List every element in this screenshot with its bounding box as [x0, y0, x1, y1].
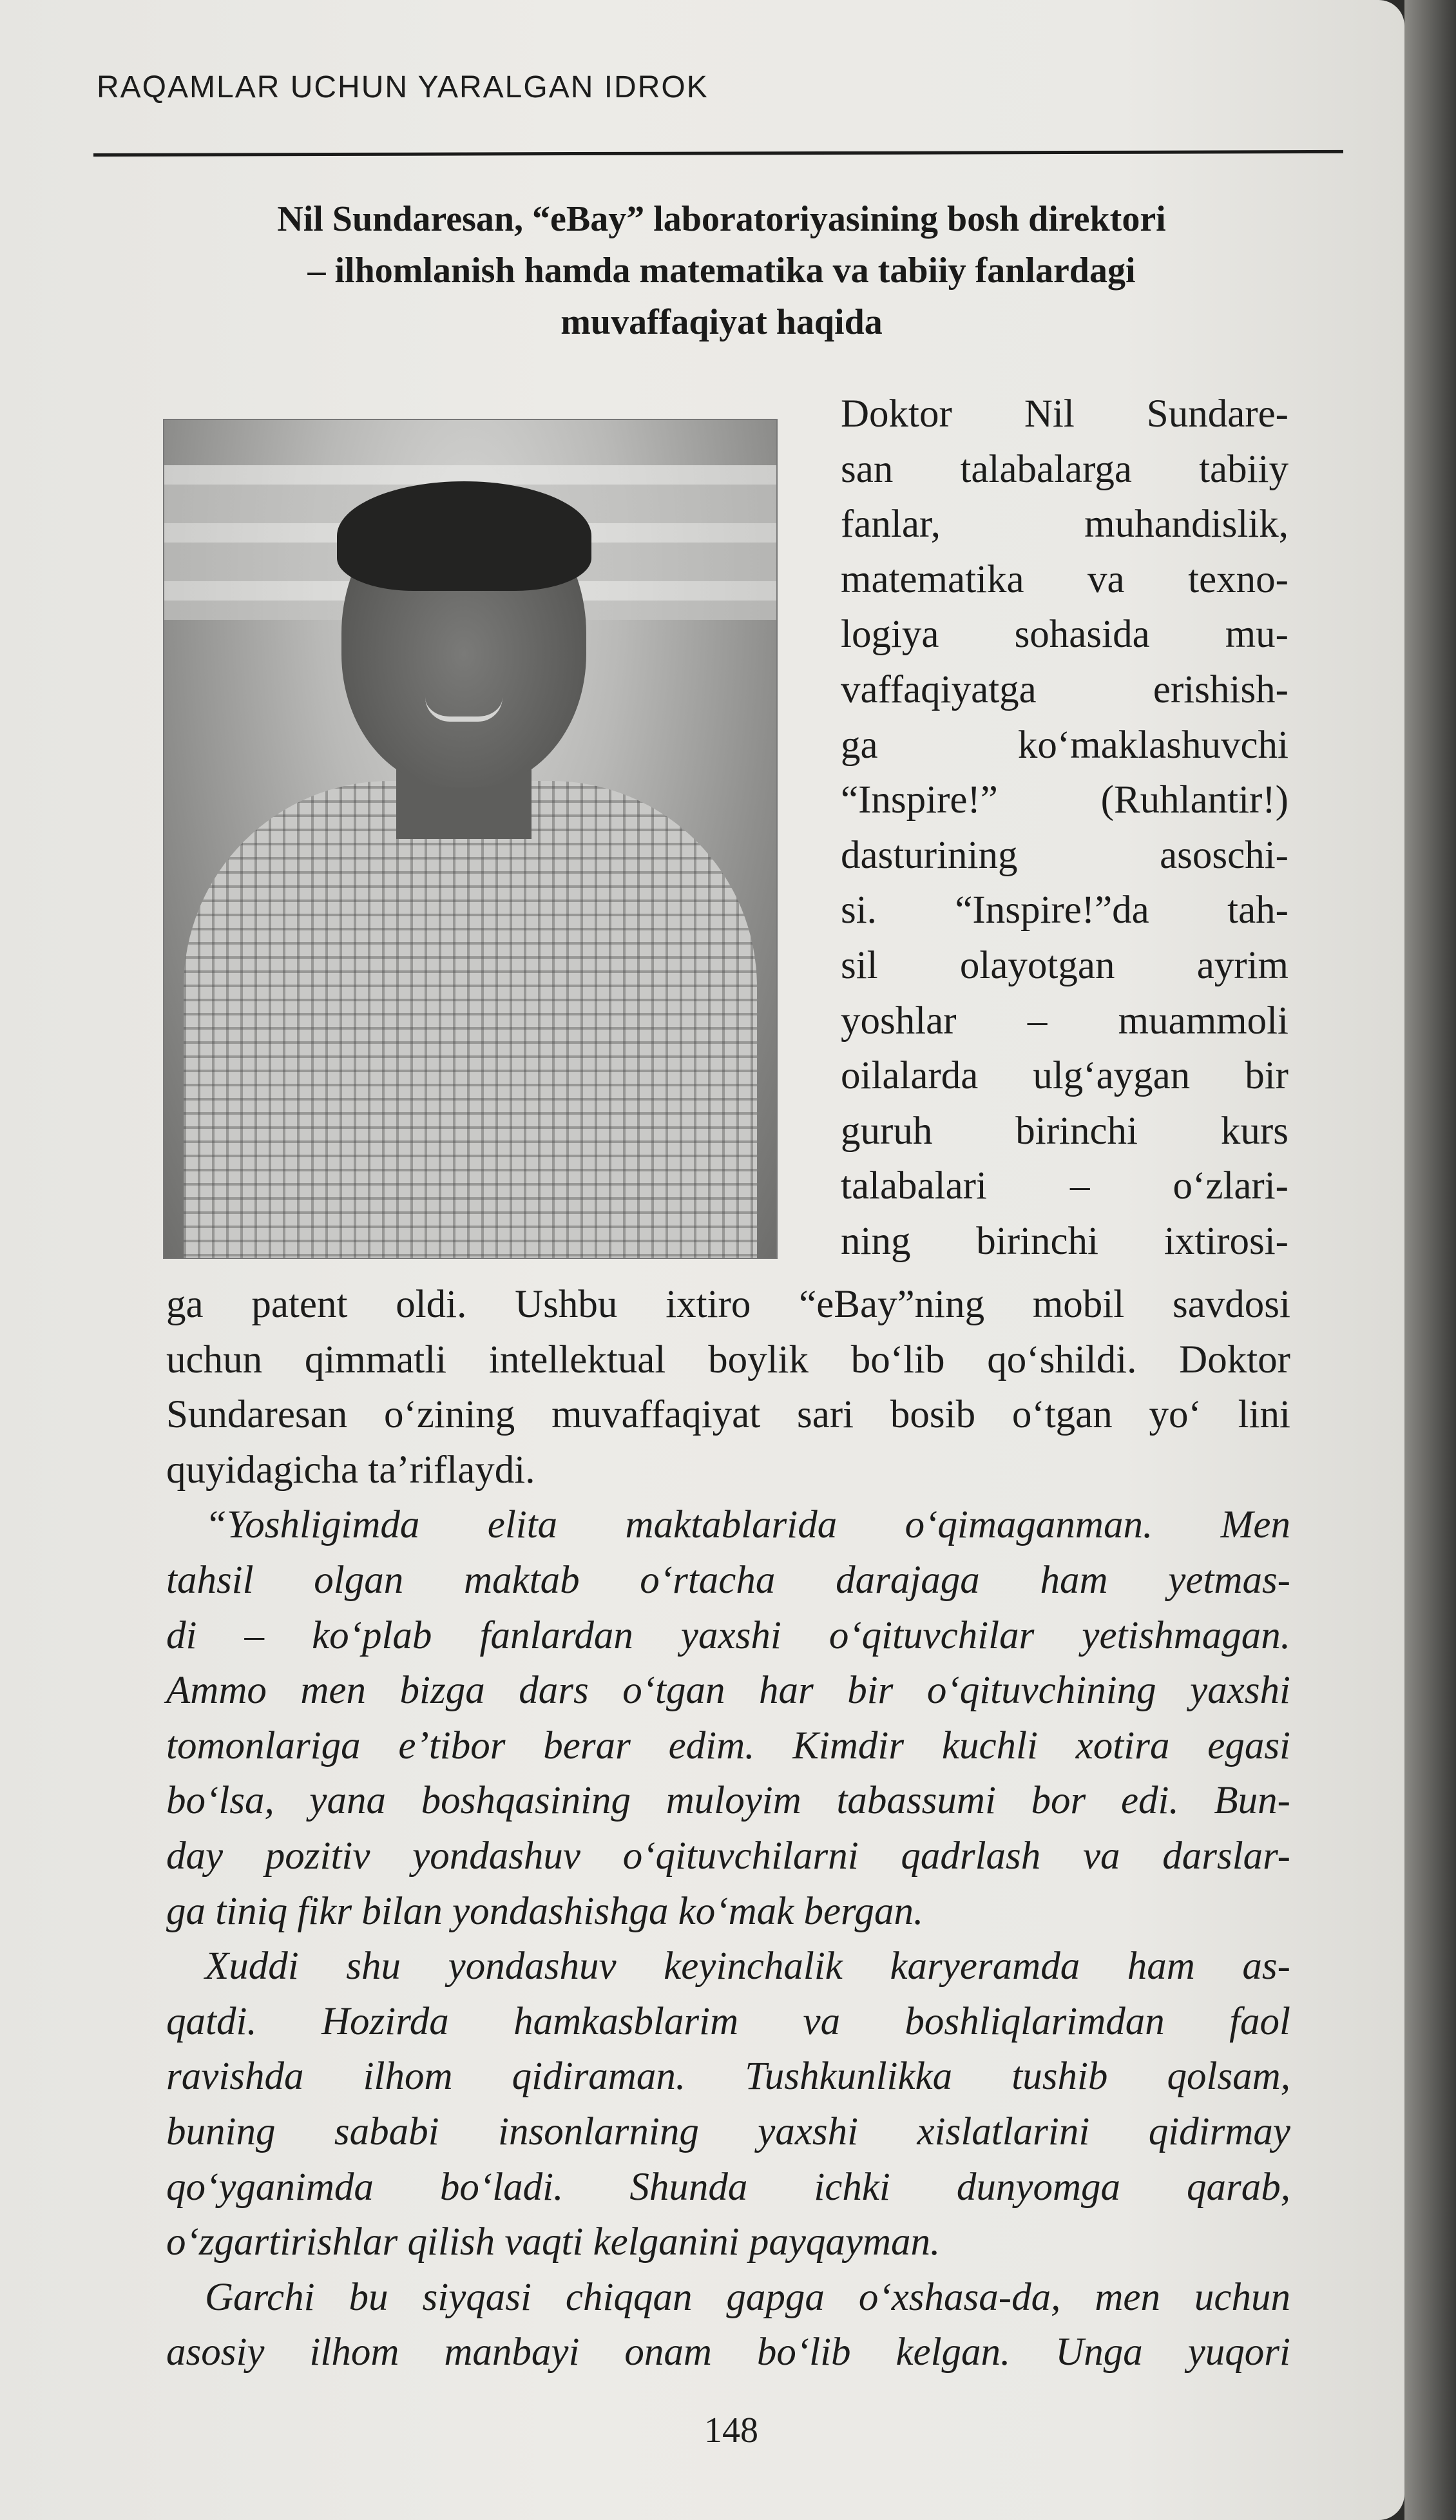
photo-hair	[337, 481, 591, 591]
text-line: matematika va texno-	[841, 557, 1288, 601]
quote-line: “Yoshligimda elita maktablarida oʻqimaganman. Men	[205, 1503, 1290, 1547]
quote-line: boʻlsa, yana boshqasining muloyim tabassumi bor edi. Bun-	[166, 1779, 1290, 1823]
text-line: sil olayotgan ayrim	[841, 943, 1288, 987]
quote-line: tomonlariga eʼtibor berar edim. Kimdir kuchli xotira egasi	[166, 1724, 1290, 1767]
text-line: yoshlar – muammoli	[841, 999, 1288, 1043]
photo-smile	[425, 697, 503, 722]
heading-line: – ilhomlanish hamda matematika va tabiiy fanlardagi	[307, 251, 1136, 291]
text-line: uchun qimmatli intellektual boylik boʻlib qoʻshildi. Doktor	[166, 1338, 1290, 1381]
page-number: 148	[704, 2410, 758, 2450]
text-line: “Inspire!” (Ruhlantir!)	[841, 778, 1288, 822]
wrapped-paragraph	[841, 387, 1288, 1269]
text-line: vaffaqiyatga erishish-	[841, 668, 1288, 711]
text-line: si. “Inspire!”da tah-	[841, 889, 1288, 932]
text-line: ga koʻmaklashuvchi	[841, 723, 1288, 767]
quote-line: day pozitiv yondashuv oʻqituvchilarni qadrlash va darslar-	[166, 1834, 1290, 1878]
quote-line: di – koʻplab fanlardan yaxshi oʻqituvchilar yetishmagan.	[166, 1613, 1290, 1657]
quote-line: qatdi. Hozirda hamkasblarim va boshliqlarimdan faol	[166, 1999, 1290, 2043]
quote-line: Ammo men bizga dars oʻtgan har bir oʻqituvchining yaxshi	[166, 1669, 1290, 1713]
text-line: quyidagicha taʼriflaydi.	[166, 1448, 535, 1492]
quote-line: asosiy ilhom manbayi onam boʻlib kelgan. Unga yuqori	[166, 2331, 1290, 2374]
section-heading	[148, 193, 1295, 348]
text-line: fanlar, muhandislik,	[841, 503, 1288, 546]
text-line: san talabalarga tabiiy	[841, 447, 1288, 491]
text-line: oilalarda ulgʻaygan bir	[841, 1054, 1288, 1098]
quote-line: buning sababi insonlarning yaxshi xislatlarini qidirmay	[166, 2110, 1290, 2153]
quote-line: oʻzgartirishlar qilish vaqti kelganini payqayman.	[166, 2220, 941, 2264]
text-line: guruh birinchi kurs	[841, 1109, 1288, 1153]
photo-shirt	[184, 781, 757, 1259]
running-head: RAQAMLAR UCHUN YARALGAN IDROK	[97, 70, 709, 104]
text-line: Sundaresan oʻzining muvaffaqiyat sari bosib oʻtgan yoʻ lini	[166, 1393, 1290, 1437]
page-edge-shadow	[1404, 0, 1456, 2520]
heading-line: Nil Sundaresan, “eBay” laboratoriyasining bosh direktori	[277, 199, 1166, 239]
quote-line: Xuddi shu yondashuv keyinchalik karyeramda ham as-	[205, 1945, 1290, 1988]
text-line: logiya sohasida mu-	[841, 613, 1288, 657]
portrait-photo	[163, 419, 778, 1259]
quote-line: ga tiniq fikr bilan yondashishga koʻmak bergan.	[166, 1889, 924, 1933]
heading-line: muvaffaqiyat haqida	[560, 302, 883, 342]
quote-line: tahsil olgan maktab oʻrtacha darajaga ham yetmas-	[166, 1558, 1290, 1602]
text-line: Doktor Nil Sundare-	[841, 392, 1288, 436]
text-line: ning birinchi ixtirosi-	[841, 1219, 1288, 1263]
quote-line: Garchi bu siyqasi chiqqan gapga oʻxshasa-da, men uchun	[205, 2275, 1290, 2319]
text-line: dasturining asoschi-	[841, 833, 1288, 877]
text-line: ga patent oldi. Ushbu ixtiro “eBay”ning mobil savdosi	[166, 1283, 1290, 1326]
text-line: talabalari – oʻzlari-	[841, 1164, 1288, 1208]
main-text-column	[166, 1277, 1290, 2380]
quote-line: ravishda ilhom qidiraman. Tushkunlikka tushib qolsam,	[166, 2055, 1290, 2099]
quote-line: qoʻyganimda boʻladi. Shunda ichki dunyomga qarab,	[166, 2165, 1290, 2209]
